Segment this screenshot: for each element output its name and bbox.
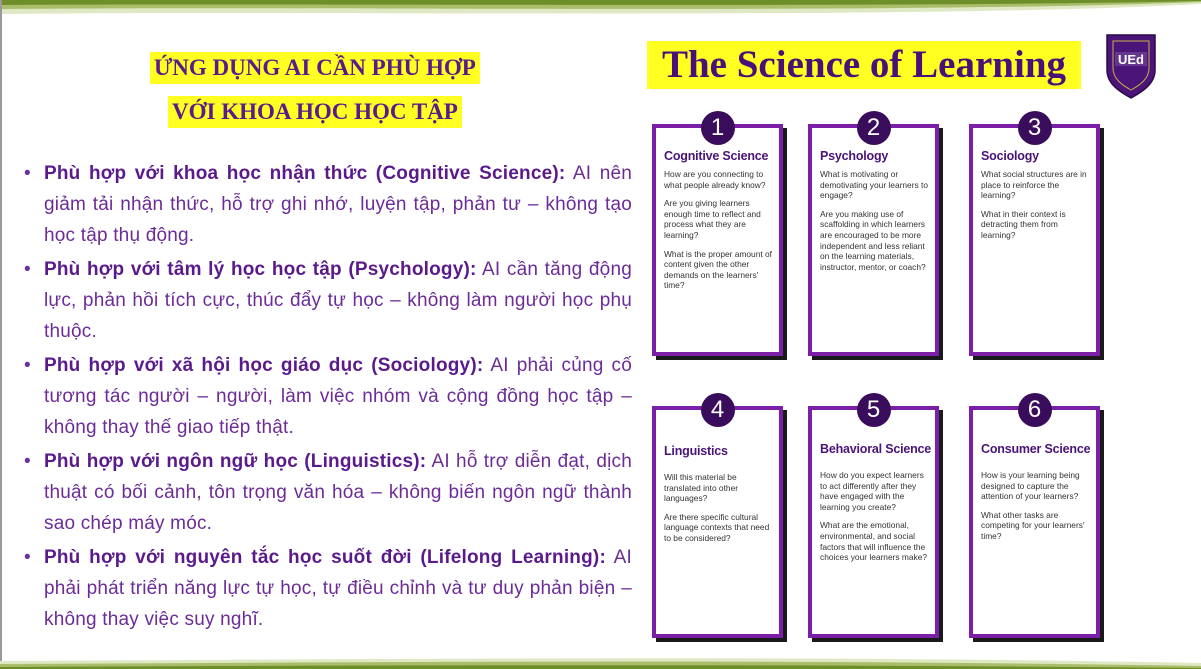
card-question: What other tasks are competing for your learners' time? bbox=[981, 509, 1085, 541]
principle-text: AI hỗ trợ diễn đạt, dịch thuật có bối cảnh, tôn trọng văn hóa – không biến ngôn ngữ thành sao chép máy móc. bbox=[44, 451, 632, 534]
card-number-badge: 3 bbox=[1018, 111, 1052, 145]
principle-text: AI phải củng cố tương tác người – người, làm việc nhóm và cộng đồng học tập – không thay thế giao tiếp thật. bbox=[44, 355, 632, 438]
card-heading: Sociology bbox=[981, 149, 1039, 163]
card-cognitive-science bbox=[652, 114, 783, 356]
card-question: How are you connecting to what people already know? bbox=[664, 169, 766, 190]
left-edge-line bbox=[0, 0, 2, 669]
top-decorative-band bbox=[0, 0, 1201, 22]
principle-heading: Phù hợp với nguyên tắc học suốt đời (Lifelong Learning): bbox=[44, 547, 606, 568]
title-line-1: ỨNG DỤNG AI CẦN PHÙ HỢP bbox=[150, 52, 480, 84]
card-question: Are you giving learners enough time to reflect and process what they are learning? bbox=[664, 198, 761, 240]
principle-heading: Phù hợp với xã hội học giáo dục (Sociology): bbox=[44, 355, 484, 376]
card-question: How do you expect learners to act differently after they have engaged with the learning you create? bbox=[820, 470, 924, 512]
card-heading: Psychology bbox=[820, 149, 889, 163]
card-psychology bbox=[808, 114, 939, 356]
card-number-badge: 1 bbox=[701, 111, 735, 145]
card-question: What are the emotional, environmental, and social factors that will influence the choices your learners make? bbox=[820, 520, 928, 563]
principle-cognitive bbox=[22, 158, 632, 251]
principle-linguistics bbox=[22, 446, 632, 539]
principle-text: AI phải phát triển năng lực tự học, tự điều chỉnh và tư duy phản biện – không thay việc suy nghĩ. bbox=[44, 547, 632, 630]
card-question: What social structures are in place to reinforce the learning? bbox=[981, 169, 1087, 201]
principle-text: AI nên giảm tải nhận thức, hỗ trợ ghi nhớ, luyện tập, phản tư – không tạo học tập thụ động. bbox=[44, 163, 632, 246]
card-heading: Consumer Science bbox=[981, 442, 1091, 456]
card-question: What is the proper amount of content given the other demands on the learners' time? bbox=[664, 248, 772, 291]
card-question: What in their context is detracting them from learning? bbox=[981, 208, 1066, 240]
card-sociology bbox=[969, 114, 1100, 356]
ued-shield-logo bbox=[1104, 32, 1158, 102]
card-linguistics bbox=[652, 396, 783, 638]
card-question: What is motivating or demotivating your learners to engage? bbox=[820, 169, 928, 201]
title-line-2: VỚI KHOA HỌC HỌC TẬP bbox=[168, 96, 462, 128]
card-question: Are there specific cultural language contexts that need to be considered? bbox=[664, 511, 770, 543]
card-number-badge: 2 bbox=[857, 111, 891, 145]
principle-sociology bbox=[22, 350, 632, 443]
card-question: How is your learning being designed to capture the attention of your learners? bbox=[981, 470, 1080, 502]
principle-heading: Phù hợp với ngôn ngữ học (Linguistics): bbox=[44, 451, 427, 472]
science-of-learning-title: The Science of Learning bbox=[647, 41, 1081, 89]
card-heading: Linguistics bbox=[664, 444, 728, 458]
logo-text: UEd bbox=[1118, 52, 1144, 67]
card-consumer-science bbox=[969, 396, 1100, 638]
principle-psychology bbox=[22, 254, 632, 347]
principle-heading: Phù hợp với khoa học nhận thức (Cognitive Science): bbox=[44, 163, 566, 184]
card-question: Will this material be translated into other languages? bbox=[664, 472, 739, 504]
card-number-badge: 6 bbox=[1018, 393, 1052, 427]
principle-heading: Phù hợp với tâm lý học học tập (Psychology): bbox=[44, 259, 477, 280]
principle-lifelong bbox=[22, 542, 632, 635]
card-question: Are you making use of scaffolding in which learners are encouraged to be more independent and less reliant on the learning materials, instructor, mentor, or coach? bbox=[820, 208, 926, 272]
card-heading: Behavioral Science bbox=[820, 442, 932, 456]
bottom-decorative-band bbox=[0, 655, 1201, 669]
card-heading: Cognitive Science bbox=[664, 149, 769, 163]
card-number-badge: 4 bbox=[701, 393, 735, 427]
principles-list bbox=[22, 158, 632, 638]
card-behavioral-science bbox=[808, 396, 939, 638]
card-number-badge: 5 bbox=[857, 393, 891, 427]
principle-text: AI cần tăng động lực, phản hồi tích cực, thúc đẩy tự học – không làm người học phụ thuộc. bbox=[44, 259, 632, 342]
